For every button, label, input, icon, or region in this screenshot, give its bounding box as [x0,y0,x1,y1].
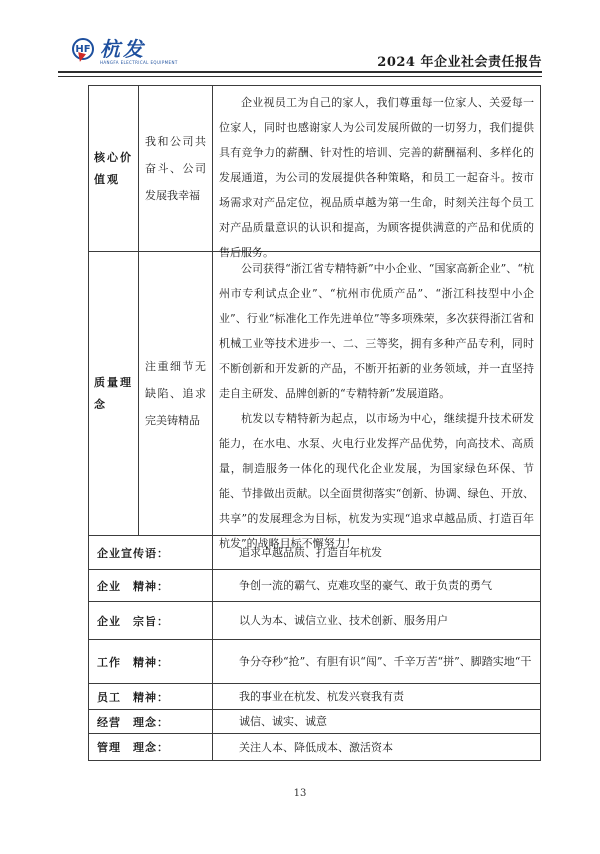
row-value-cell [213,640,540,683]
row-value-cell [213,602,540,639]
table-row-management-philosophy [89,734,540,760]
row-value-cell [213,684,540,709]
header-divider [58,71,542,77]
company-logo [72,38,178,65]
row-value: 关注人本、降低成本、激活资本 [239,740,393,754]
row-label: 管理 理念： [89,734,213,760]
row-label-cell [89,252,139,535]
row-label: 企业 精神： [89,570,213,601]
row-label: 员工 精神： [89,684,213,709]
row-value: 争创一流的霸气、克难攻坚的豪气、敢于负责的勇气 [239,579,492,592]
table-row-quality-philosophy [89,252,540,550]
table-row-business-philosophy [89,710,540,734]
row-slogan-cell [139,86,213,251]
page-number: 13 [293,788,307,799]
logo-subtext: HANGFA ELECTRICAL EQUIPMENT [100,60,178,65]
description-paragraph: 企业视员工为自己的家人，我们尊重每一位家人、关爱每一位家人，同时也感谢家人为公司发展所做的一切努力，我们提供具有竞争力的薪酬、针对性的培训、完善的薪酬福利、多样化的发展通道，为公司的发展提供各种策略，和员工一起奋斗。按市场需求对产品定位，视品质卓越为第一生命，时刻关注每个员工对产品质量意识的认识和提高，为顾客提供满意的产品和优质的售后服务。 [219,96,534,259]
row-description-cell [213,252,540,550]
row-value-cell [213,536,540,569]
row-description-cell [213,86,540,259]
row-label: 质量理念 [94,375,133,411]
table-row-core-values [89,86,540,259]
row-value-cell [213,734,540,760]
table-row-enterprise-spirit [89,570,540,602]
table-row-work-spirit [89,640,540,684]
logo-company-name: 杭发 [100,37,146,61]
row-label-cell [89,86,139,251]
row-label: 工作 精神： [89,640,213,683]
report-title: 2024 年企业社会责任报告 [377,55,542,70]
row-label: 经营 理念： [89,710,213,733]
description-paragraph: 杭发以专精特新为起点，以市场为中心，继续提升技术研发能力，在水电、水泵、火电行业发挥产品优势，向高技术、高质量，制造服务一体化的现代化企业发展，为国家绿色环保、节能、节排做出贡献。以全面贯彻落实“创新、协调、绿色、开放、共享”的发展理念为目标，杭发为实现“追求卓越品质、打造百年杭发”的战略目标不懈努力！ [219,412,534,550]
table-row-corporate-slogan [89,536,540,570]
row-value: 以人为本、诚信立业、技术创新、服务用户 [239,614,448,627]
values-table [88,85,541,761]
row-value: 诚信、诚实、诚意 [239,715,327,728]
row-value: 我的事业在杭发、杭发兴衰我有责 [239,690,404,703]
row-label: 核心价值观 [94,150,133,186]
logo-text-block [100,38,178,65]
description-paragraph: 公司获得“浙江省专精特新”中小企业、“国家高新企业”、“杭州市专利试点企业”、“杭州市优质产品”、“浙江科技型中小企业”、行业“标准化工作先进单位”等多项殊荣，多次获得浙江省和机械工业等技术进步一、二、三等奖，拥有多种产品专利，同时不断创新和开发新的产品，不断开拓新的业务领域，并一直坚持走自主研发、品牌创新的“专精特新”发展道路。 [219,262,534,400]
row-slogan: 注重细节无缺陷、追求完美铸精品 [145,360,206,427]
row-slogan: 我和公司共奋斗、公司发展我幸福 [145,135,206,202]
logo-red-accent-icon [76,52,86,63]
page-header [58,36,542,72]
row-label: 企业 宗旨： [89,602,213,639]
row-value-cell [213,570,540,601]
logo-monogram-text: HF [75,43,91,55]
logo-hf-monogram-icon [72,38,94,60]
row-slogan-cell [139,252,213,535]
row-label: 企业宣传语： [89,536,213,569]
row-value-cell [213,710,540,733]
table-row-employee-spirit [89,684,540,710]
table-row-enterprise-tenet [89,602,540,640]
row-value: 争分夺秒“抢”、有胆有识“闯”、千辛万苦“拼”、脚踏实地“干 [239,655,532,668]
row-value: 追求卓越品质、打造百年杭发 [239,546,382,559]
